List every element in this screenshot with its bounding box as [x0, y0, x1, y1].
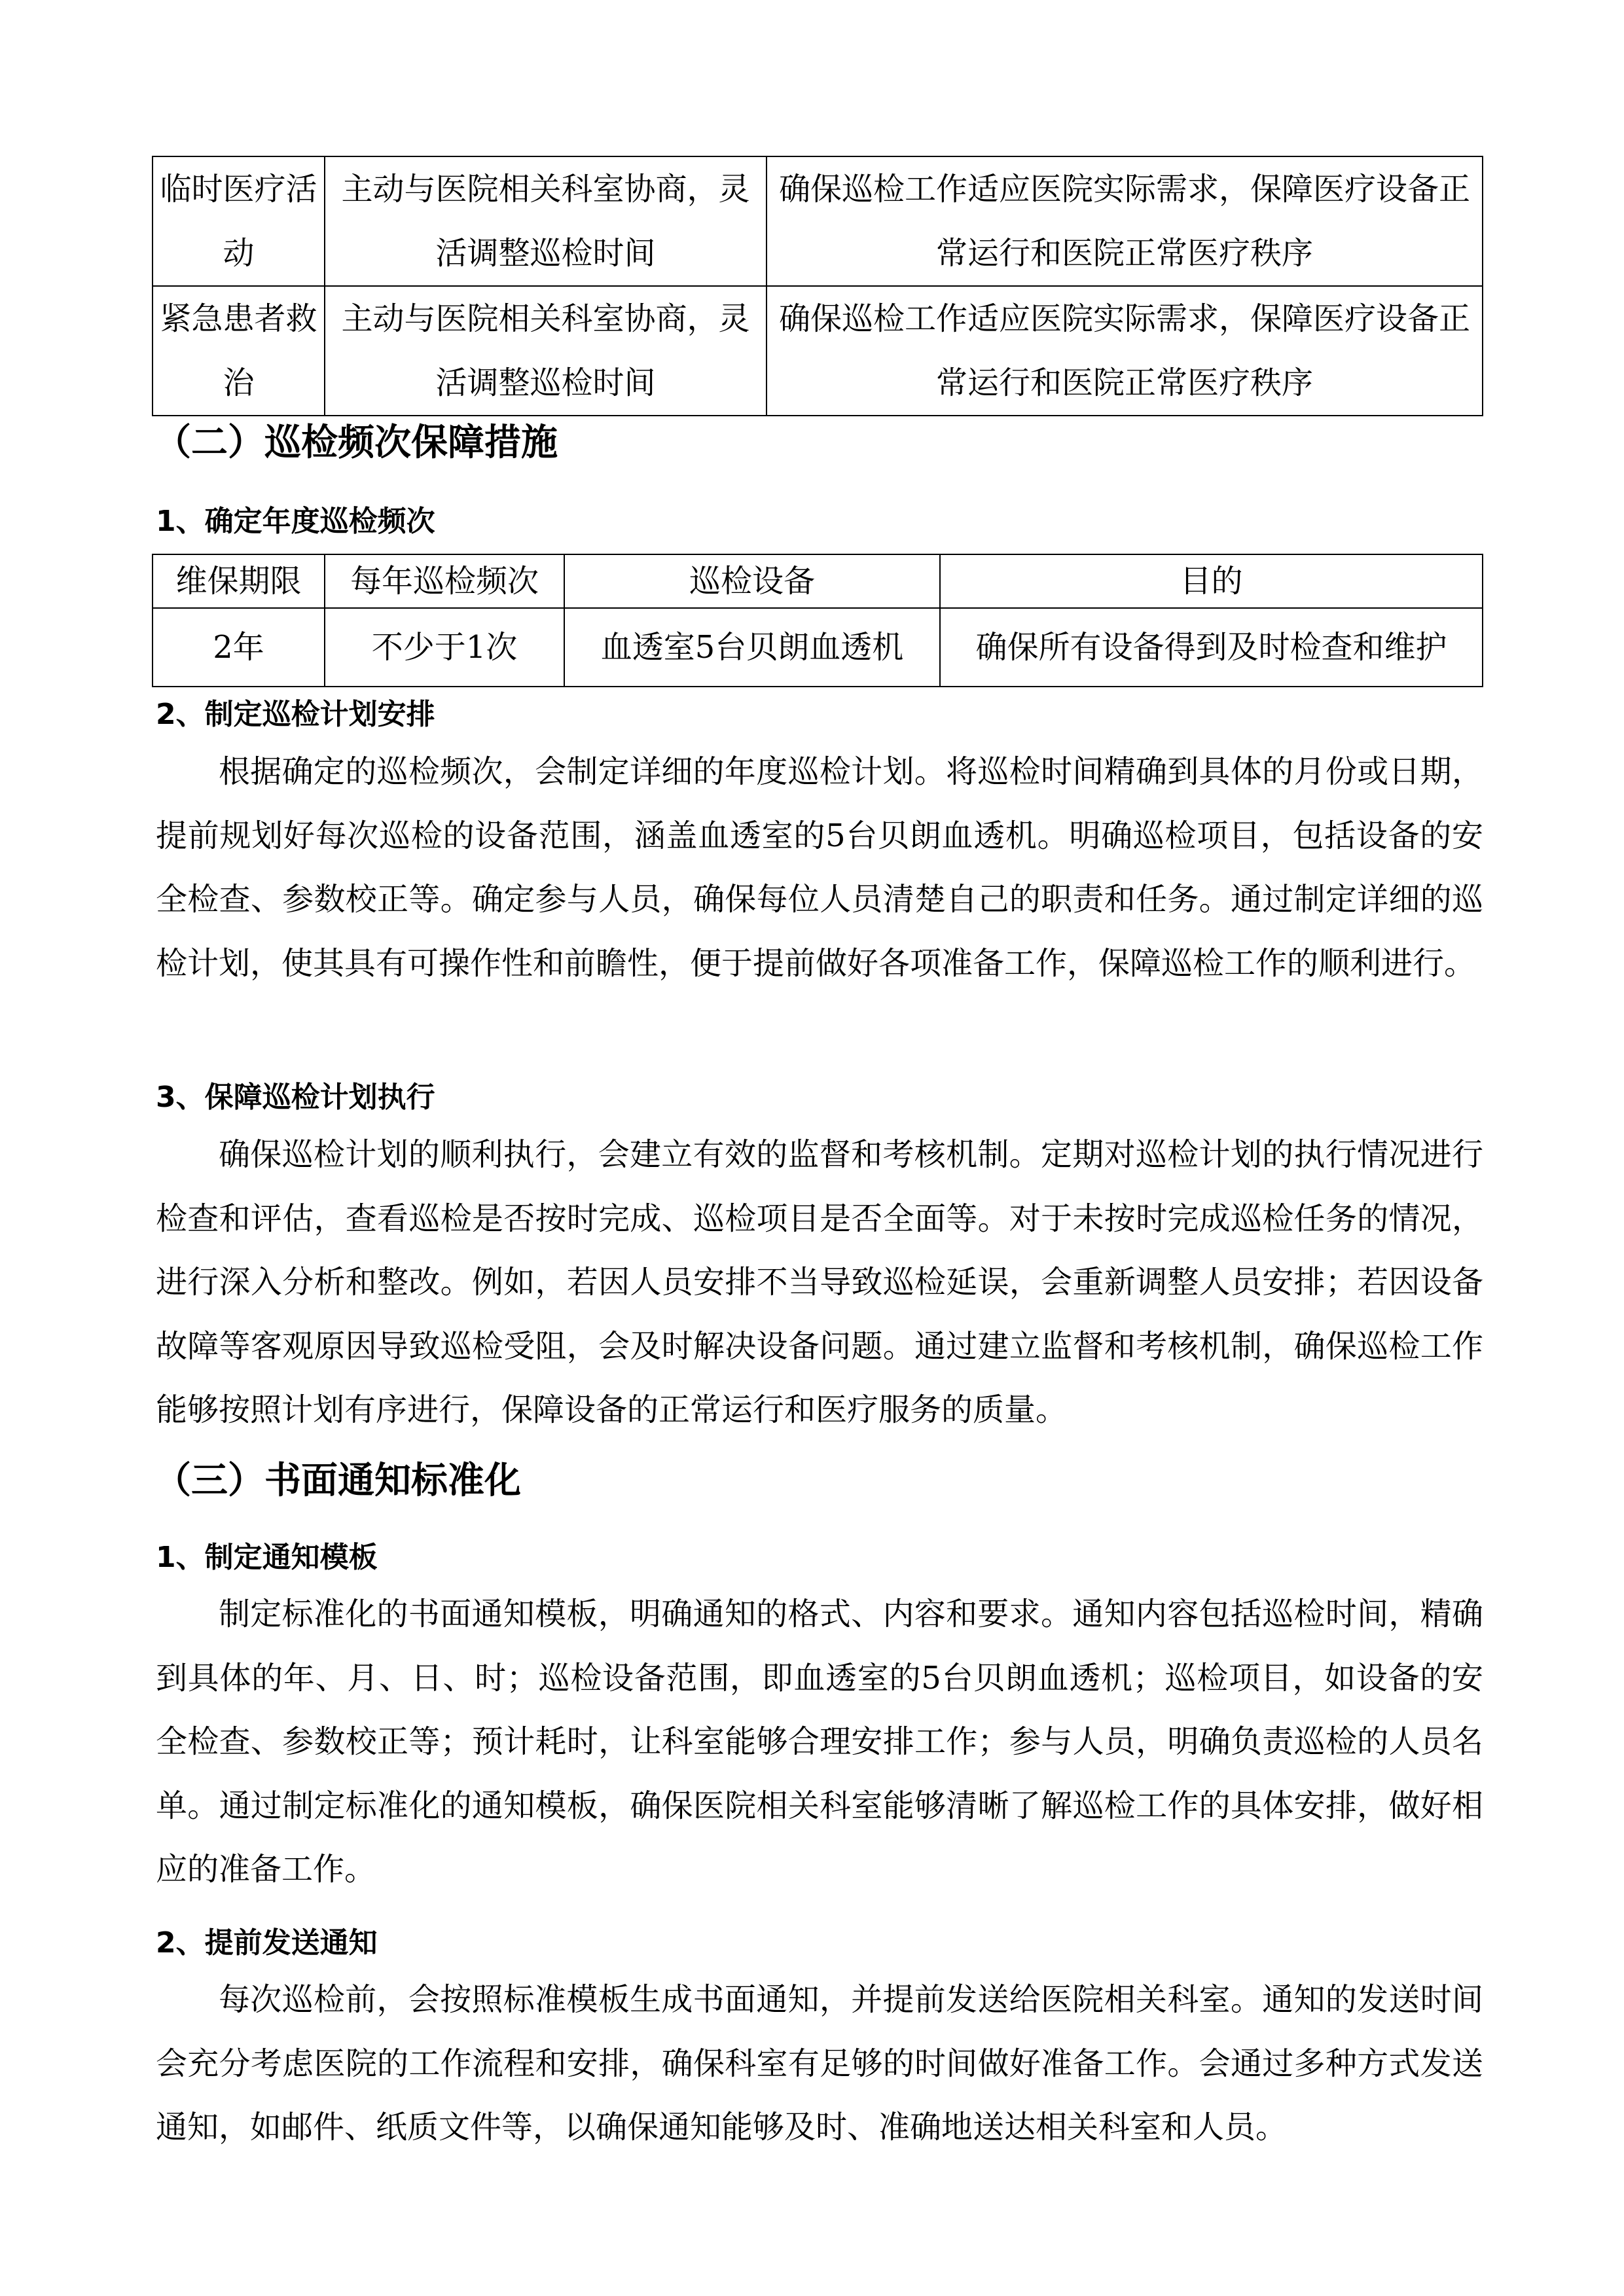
- paragraph: 根据确定的巡检频次，会制定详细的年度巡检计划。将巡检时间精确到具体的月份或日期，提前规划好每次巡检的设备范围，涵盖血透室的5台贝朗血透机。明确巡检项目，包括设备的安全检查、参数校正等。确定参与人员，确保每位人员清楚自己的职责和任务。通过制定详细的巡检计划，使其具有可操作性和前瞻性，便于提前做好各项准备工作，保障巡检工作的顺利进行。: [156, 753, 1483, 982]
- paragraph: 确保巡检计划的顺利执行，会建立有效的监督和考核机制。定期对巡检计划的执行情况进行检查和评估，查看巡检是否按时完成、巡检项目是否全面等。对于未按时完成巡检任务的情况，进行深入分析和整改。例如，若因人员安排不当导致巡检延误，会重新调整人员安排；若因设备故障等客观原因导致巡检受阻，会及时解决设备问题。通过建立监督和考核机制，确保巡检工作能够按照计划有序进行，保障设备的正常运行和医疗服务的质量。: [156, 1136, 1483, 1428]
- table-row: [153, 286, 1483, 416]
- situation-cell: 紧急患者救治: [153, 286, 325, 416]
- table-row: [153, 156, 1483, 286]
- header-cell: 每年巡检频次: [325, 554, 564, 608]
- header-cell: 巡检设备: [564, 554, 940, 608]
- subsection-heading: 2、提前发送通知: [156, 1926, 378, 1960]
- header-cell: 维保期限: [153, 554, 325, 608]
- purpose-cell: 确保巡检工作适应医院实际需求，保障医疗设备正常运行和医院正常医疗秩序: [767, 156, 1483, 286]
- subsection-heading: 2、制定巡检计划安排: [156, 698, 435, 731]
- table-cell: 血透室5台贝朗血透机: [564, 608, 940, 687]
- subsection-heading: 1、确定年度巡检频次: [156, 505, 435, 538]
- subsection-heading: 3、保障巡检计划执行: [156, 1081, 435, 1114]
- measure-cell: 主动与医院相关科室协商，灵活调整巡检时间: [325, 156, 767, 286]
- situation-cell: 临时医疗活动: [153, 156, 325, 286]
- section-heading: （三）书面通知标准化: [154, 1460, 521, 1502]
- measure-cell: 主动与医院相关科室协商，灵活调整巡检时间: [325, 286, 767, 416]
- schedule-adjust-table: [152, 156, 1483, 416]
- paragraph: 每次巡检前，会按照标准模板生成书面通知，并提前发送给医院相关科室。通知的发送时间会充分考虑医院的工作流程和安排，确保科室有足够的时间做好准备工作。会通过多种方式发送通知，如邮件、纸质文件等，以确保通知能够及时、准确地送达相关科室和人员。: [156, 1981, 1483, 2145]
- table-cell: 不少于1次: [325, 608, 564, 687]
- header-cell: 目的: [940, 554, 1483, 608]
- subsection-heading: 1、制定通知模板: [156, 1541, 378, 1574]
- table-row: [153, 608, 1483, 687]
- table-header-row: [153, 554, 1483, 608]
- paragraph: 制定标准化的书面通知模板，明确通知的格式、内容和要求。通知内容包括巡检时间，精确到具体的年、月、日、时；巡检设备范围，即血透室的5台贝朗血透机；巡检项目，如设备的安全检查、参数校正等；预计耗时，让科室能够合理安排工作；参与人员，明确负责巡检的人员名单。通过制定标准化的通知模板，确保医院相关科室能够清晰了解巡检工作的具体安排，做好相应的准备工作。: [156, 1596, 1483, 1888]
- purpose-cell: 确保巡检工作适应医院实际需求，保障医疗设备正常运行和医院正常医疗秩序: [767, 286, 1483, 416]
- table-cell: 确保所有设备得到及时检查和维护: [940, 608, 1483, 687]
- table-cell: 2年: [153, 608, 325, 687]
- inspection-frequency-table: [152, 554, 1483, 687]
- section-heading: （二）巡检频次保障措施: [154, 422, 558, 464]
